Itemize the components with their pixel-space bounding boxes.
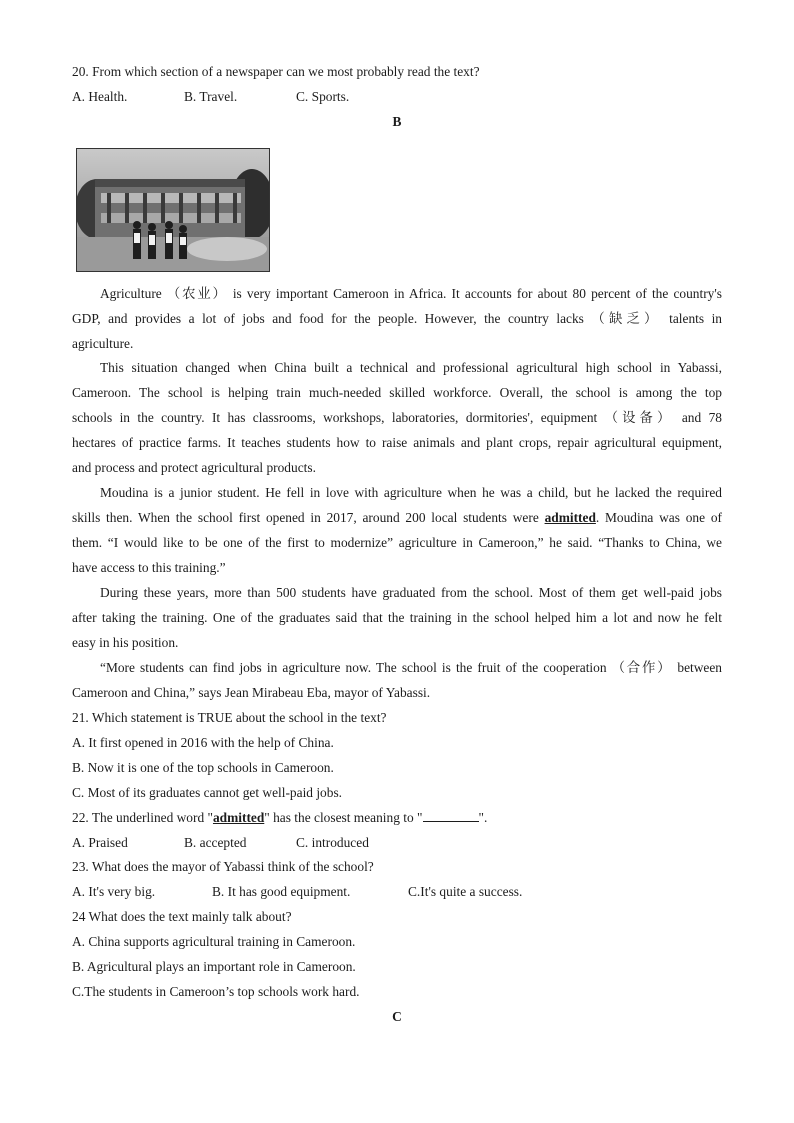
section-heading-b: B [392,114,402,129]
text-segment: " has the closest meaning to " [264,810,423,825]
passage-line: have access to this training.” [72,560,226,575]
passage-line: hectares of practice farms. It teaches students how to raise animals and plant crops, repair agricultural equipment, [72,435,722,450]
text-segment: . Moudina was one of [595,510,722,525]
option-b: B. Agricultural plays an important role in Cameroon. [72,959,356,974]
option-c: C. Most of its graduates cannot get well-paid jobs. [72,785,342,800]
question-23: 23. What does the mayor of Yabassi think of the school? [72,859,374,874]
option-c: C. introduced [296,835,369,850]
passage-line: Moudina is a junior student. He fell in love with agriculture when he was a child, but he lacked the required [100,485,722,500]
passage-line: agriculture. [72,336,134,351]
option-a: A. It's very big. [72,884,156,899]
option-b: B. accepted [184,835,247,850]
passage-line: easy in his position. [72,635,179,650]
question-23-options [72,882,722,902]
passage-line: them. “I would like to be one of the first to modernize” agriculture in Cameroon,” he said. “Thanks to China, we [72,535,722,550]
passage-line: and process and protect agricultural products. [72,460,316,475]
option-a: A. It first opened in 2016 with the help of China. [72,735,334,750]
option-a: A. Health. [72,89,128,104]
question-24: 24 What does the text mainly talk about? [72,909,292,924]
text-segment: ". [478,810,488,825]
option-c: C.The students in Cameroon’s top schools work hard. [72,984,360,999]
passage-line: During these years, more than 500 students have graduated from the school. Most of them get well-paid jobs [100,585,722,600]
option-b: B. Now it is one of the top schools in Cameroon. [72,760,334,775]
passage-line: schools in the country. It has classrooms, workshops, laboratories, dormitories', equipment （设备） and 78 [72,410,722,425]
photo-image [77,149,269,271]
option-c: C. Sports. [296,89,350,104]
option-c: C.It's quite a success. [408,884,523,899]
passage-line: GDP, and provides a lot of jobs and food for the people. However, the country lacks （缺乏） talents in [72,311,722,326]
passage-line: Agriculture （农业） is very important Cameroon in Africa. It accounts for about 80 percent of the country's [100,286,722,301]
passage-line: “More students can find jobs in agriculture now. The school is the fruit of the cooperation （合作） between [100,660,722,675]
answer-blank [423,808,479,822]
question-21: 21. Which statement is TRUE about the school in the text? [72,710,387,725]
question-20: 20. From which section of a newspaper can we most probably read the text? [72,64,480,79]
option-a: A. Praised [72,835,128,850]
passage-line: after taking the training. One of the graduates said that the training in the school helped him a lot and now he felt [72,610,722,625]
question-20-options [72,87,722,107]
option-b: B. It has good equipment. [212,884,351,899]
question-22 [72,808,487,828]
text-segment: 22. The underlined word " [72,810,213,825]
passage-line: Cameroon. The school is helping train much-needed skilled workforce. Overall, the school is among the top [72,385,722,400]
option-a: A. China supports agricultural training in Cameroon. [72,934,356,949]
underlined-word: admitted [544,510,596,525]
school-building-photo [76,148,270,272]
text-segment: skills then. When the school first opened in 2017, around 200 local students were [72,510,545,525]
option-b: B. Travel. [184,89,238,104]
underlined-word: admitted [212,810,265,825]
passage-line: This situation changed when China built a technical and professional agricultural high school in Yabassi, [100,360,722,375]
passage-line: Cameroon and China,” says Jean Mirabeau Eba, mayor of Yabassi. [72,685,431,700]
question-22-options [72,833,722,853]
section-heading-c: C [392,1009,402,1024]
passage-line [72,508,722,528]
